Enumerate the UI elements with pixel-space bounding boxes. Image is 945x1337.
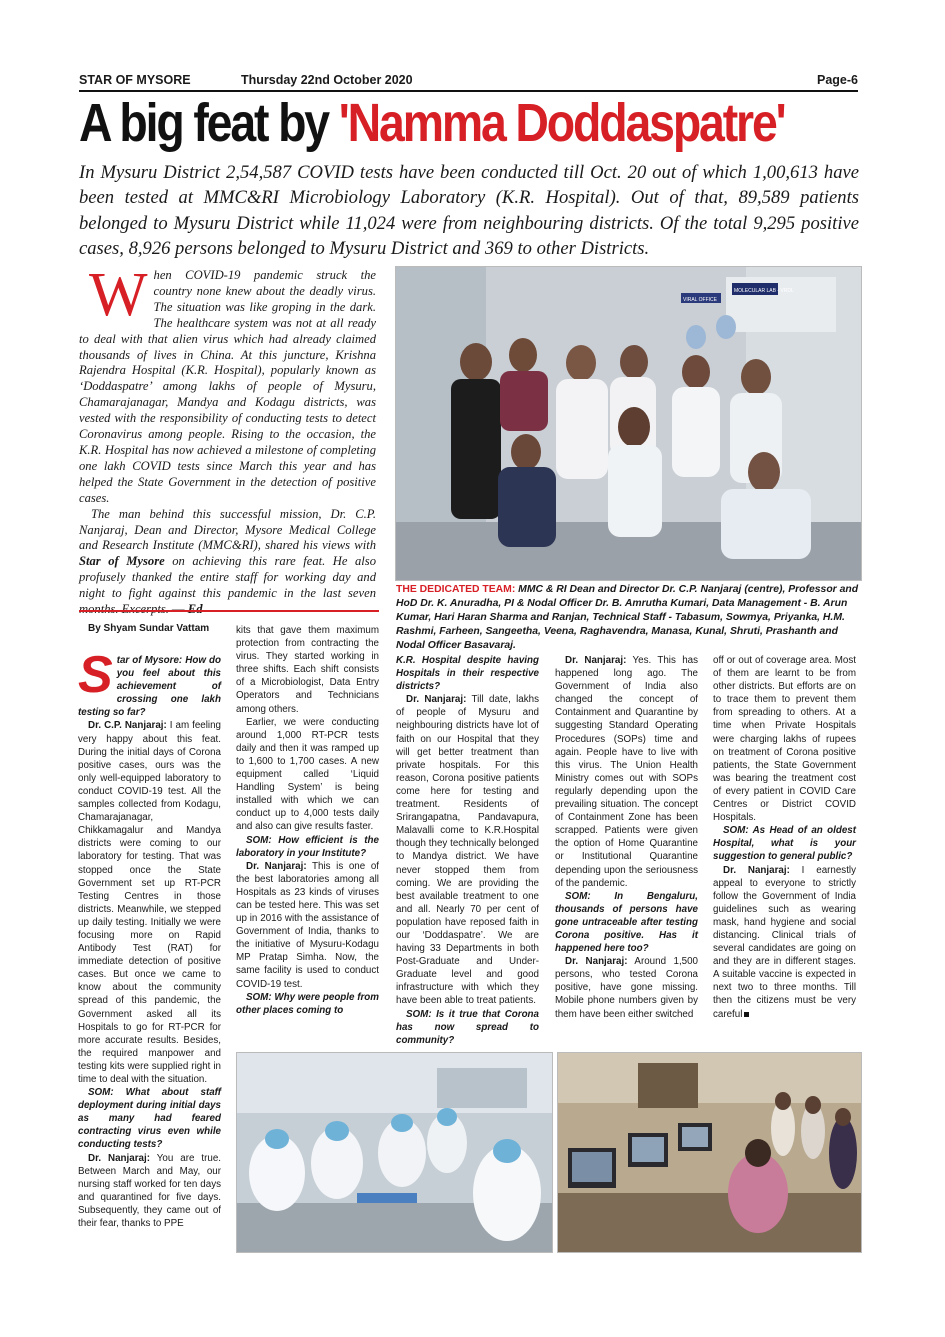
answer-2: You are true. Between March and May, our nursing staff worked for ten days and quarantined for five days. Subsequently, they came out of their fear, thanks to PPE: [78, 1152, 221, 1230]
question-5: SOM: Is it true that Corona has now spread to community?: [396, 1008, 539, 1046]
intro-para1: hen COVID-19 pandemic struck the country none knew about the deadly virus. The situation was like groping in the dark. The healthcare system was not at all ready to deal with that alien virus which had already claimed thousands of lives in China. At this juncture, Krishna Rajendra Hospital (K.R. Hospital), popularly known as ‘Doddaspatre’ among lakhs of people of Mysuru, Chamarajanagar, Mandya and Kodagu districts, was vested with the responsibility of conducting tests to detect Coronavirus among people. Rising to the occasion, the K.R. Hospital has now achieved a milestone of completing one lakh COVID tests since March this year and has helped the State Government in the detection of positive cases.: [79, 268, 376, 505]
speaker-label: Dr. Nanjaraj:: [565, 956, 628, 968]
answer-2-para: Earlier, we were conducting around 1,000 RT-PCR tests daily and then it was ramped up to 1,600 to 1,700 cases. A new equipment called ‘Liquid Handling System’ is being installed with which we can conduct up to 4,000 tests daily and also can give results faster.: [236, 716, 379, 833]
article-column-5: [713, 654, 856, 1021]
intro-text: [79, 261, 376, 618]
question-4-start: SOM: Why were people from other places coming to: [236, 991, 379, 1016]
article-column-1: [78, 646, 221, 1230]
office-sign: VIRAL OFFICE: [683, 297, 717, 303]
page-header: [79, 72, 858, 90]
deck-summary: In Mysuru District 2,54,587 COVID tests have been conducted till Oct. 20 out of which 1,00,613 have been tested at MMC&RI Microbiology Laboratory (K.R. Hospital). Out of that, 89,589 patients belonged to Mysuru District while 11,024 were from neighbouring districts. Of the total 9,295 positive cases, 8,926 persons belonged to Mysuru District and 369 to other Districts.: [79, 162, 859, 260]
photo-caption: [396, 583, 861, 653]
lab-photo: [236, 1052, 553, 1253]
answer-6: Around 1,500 persons, who tested Corona positive, have gone missing. Mobile phone numbers given by them have been either switched: [555, 956, 699, 1020]
speaker-label: Dr. Nanjaraj:: [565, 655, 627, 666]
publication-name: STAR OF MYSORE: [79, 73, 191, 87]
lab-sign: MOLECULAR LAB - VRDL: [734, 288, 794, 294]
issue-date: Thursday 22nd October 2020: [241, 73, 413, 87]
speaker-label: Dr. C.P. Nanjaraj:: [88, 720, 167, 732]
answer-3: This is one of the best laboratories among all Hospitals as 23 kinds of viruses can be tested here. This was set up in 2016 with the assistance of Government of India, thanks to the initiative of Mysuru-Kodagu MP Pratap Simha. Now, the same facility is used to conduct COVID-19 test.: [236, 860, 379, 990]
question-1: tar of Mysore: How do you feel about this achievement of crossing one lakh testing so far?: [78, 655, 221, 719]
answer-2-cont: kits that gave them maximum protection from contracting the virus. They started working in three shifts. Each shift consists of a Microbiologist, Data Entry Operators and Technicians among others.: [236, 625, 379, 715]
speaker-label: Dr. Nanjaraj:: [88, 1152, 150, 1164]
headline-part2: 'Namma Doddaspatre': [338, 93, 785, 153]
end-mark: [744, 1012, 749, 1017]
headline-part1: A big feat by: [79, 93, 339, 153]
intro-divider: [79, 610, 379, 612]
intro-para2-c: on achieving this rare feat. He also profusely thanked the entire staff for working day and night to fight against this pandemic in the last seven: [79, 554, 376, 601]
question-4-cont: K.R. Hospital despite having Hospitals in their respective districts?: [396, 655, 539, 693]
caption-text: MMC & RI Dean and Director Dr. C.P. Nanjaraj (centre), Professor and HoD Dr. K. Anuradha, PI & Nodal Officer Dr. B. Amrutha Kumari, Data Management - B. Arun Kumar, Hari Haran Sharma and Ranjan, Technical Staff - Tabasum, Sowmya, Priyanka, H.M. Rashmi, Farheen, Sangeetha, Veena, Raghavendra, Manasa, Kunal, Shruti, Prashanth and Nodal Officer Basavaraj.: [396, 584, 859, 651]
question-2: SOM: What about staff deployment during initial days as many had feared contracting virus even while conducting tests?: [78, 1087, 221, 1151]
article-column-4: [555, 654, 698, 1021]
speaker-label: Dr. Nanjaraj:: [723, 864, 790, 876]
data-room-photo: [557, 1052, 862, 1253]
answer-7: I earnestly appeal to everyone to strictly follow the Government of India guidelines such as wearing mask, hand hygiene and social distancing. Clinical trials of several candidates are going on and they are in different stages. A suitable vaccine is expected in next two to three months. Till then the citizens must be very careful: [713, 864, 857, 1020]
article-column-3: [396, 654, 539, 1047]
question-6: SOM: In Bengaluru, thousands of persons have gone untraceable after testing Corona positive. Has it happened here too?: [555, 890, 698, 955]
byline: By Shyam Sundar Vattam: [88, 623, 210, 634]
article-column-2: [236, 624, 379, 1017]
caption-lead: THE DEDICATED TEAM:: [396, 584, 516, 595]
speaker-label: Dr. Nanjaraj:: [406, 694, 467, 706]
answer-4: Till date, lakhs of people of Mysuru and neighbouring districts have lot of faith on our Hospital that they will get better treatment than private hospitals. For this reason, Corona positive patients come here for testing and treatment. Residents of Srirangapatna, Pandavapura, Malavalli come to K.R.Hospital though they technically belonged to Mandya district. We have never stopped them from coming. We are providing the best available treatment to one and all. Nearly 70 per cent of population have reposed faith in our ‘Doddaspatre’. We are having 33 Departments in both Post-Graduate and Under-Graduate level and good infrastructure with which they have been able to treat patients.: [396, 694, 539, 1007]
answer-1: I am feeling very happy about this feat. During the initial days of Corona positive cases, ours was the only well-equipped laboratory to conduct COVID-19 test. All the samples collected from Kodagu, Chamarajanagar, Chikkamagalur and Mandya districts were coming to our laboratory for testing. That was stopped once the State Government set up RT-PCR Testing Centres in those districts. Meanwhile, we stepped up daily testing. Initially we were focusing more on Rapid Antibody Test (RAT) for immediate detection of positive cases. But once we came to know about the community spread of this pandemic, the Government asked all its Hospitals to go for RT-PCR for more accurate results. Besides, the required manpower and testing kits were supplied right in time to deal with the situation.: [78, 720, 221, 1085]
article-dropcap: S: [78, 646, 113, 704]
answer-6-cont: off or out of coverage area. Most of them are learnt to be from other districts. But efforts are on to trace them to prevent them from spreading to others. At a time when Private Hospitals were charging lakhs of rupees on treatment of Corona positive patients, the State Government was bearing the treatment cost of every patient in COVID Care Centres or District COVID Hospitals.: [713, 655, 856, 824]
question-3: SOM: How efficient is the laboratory in your Institute?: [236, 834, 379, 859]
intro-dropcap: W: [89, 261, 148, 329]
question-7: SOM: As Head of an oldest Hospital, what is your suggestion to general public?: [713, 825, 856, 863]
intro-para2-a: The man behind this successful mission, Dr. C.P. Nanjaraj, Dean and Director, Mysore Medical College and Research Institute (MMC&RI), shared his views with: [79, 506, 376, 553]
speaker-label: Dr. Nanjaraj:: [246, 860, 307, 872]
team-photo: [395, 266, 862, 581]
page-number: Page-6: [817, 73, 858, 87]
answer-5: Yes. This has happened long ago. The Government of India also changed the concept of Containment and Quarantine by suggesting Standard Operating Procedures (SOPs) time and again. People have to live with this virus. The Union Health Ministry comes out with SOPs regularly depending upon the prevailing situation. The concept of Containment Zone has been scrapped. Patients were given the option of Home Quarantine or Institutional Quarantine depending upon the seriousness of the pandemic.: [555, 655, 698, 889]
headline: [79, 92, 785, 156]
intro-para2-paper: Star of Mysore: [79, 554, 165, 569]
